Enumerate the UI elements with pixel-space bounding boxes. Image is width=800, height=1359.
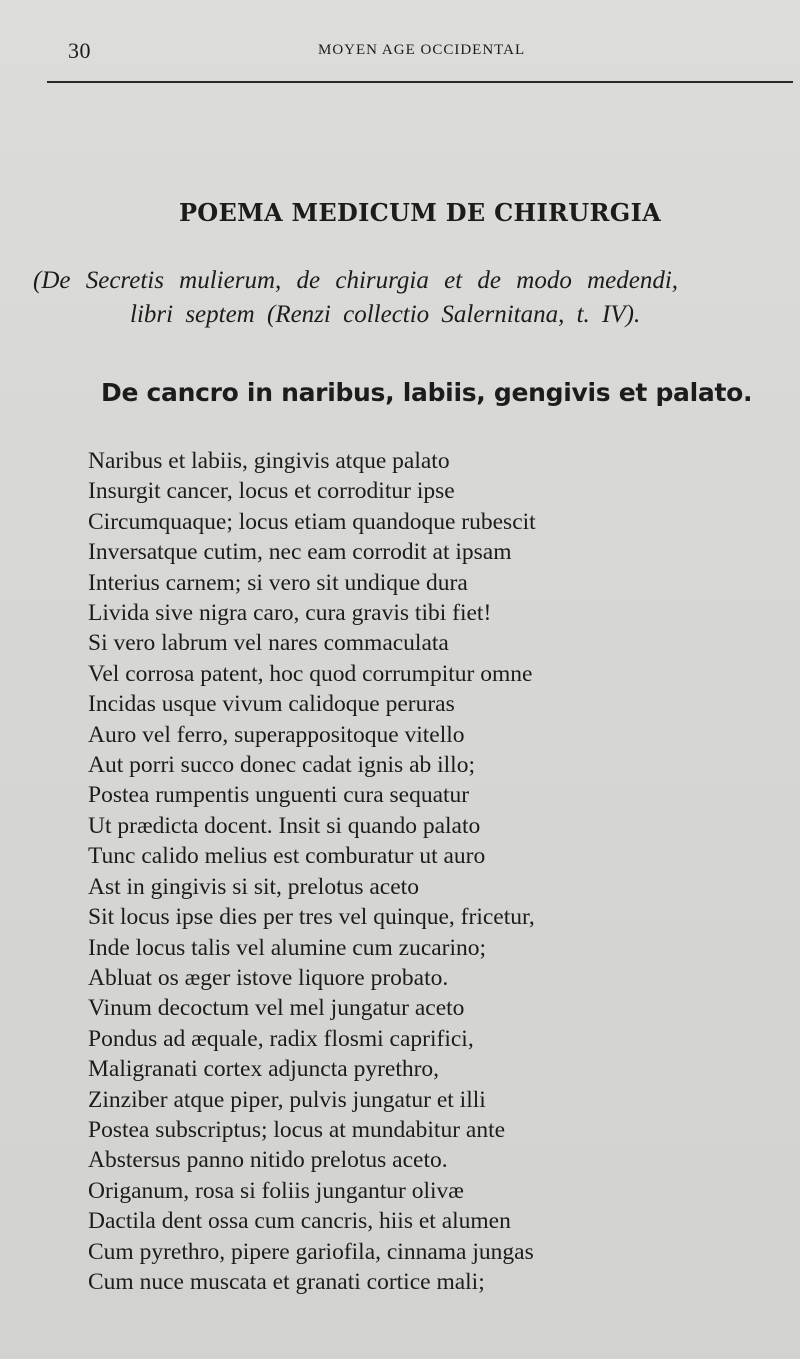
source-note-line-2: libri septem (Renzi collectio Salernitana, t. IV). <box>130 301 641 328</box>
poem-line: Inversatque cutim, nec eam corrodit at ipsam <box>88 539 512 566</box>
page-number: 30 <box>68 38 91 63</box>
poem-line: Ast in gingivis si sit, prelotus aceto <box>88 873 419 900</box>
poem-line: Aut porri succo donec cadat ignis ab illo; <box>88 752 475 779</box>
running-title: MOYEN AGE OCCIDENTAL <box>318 42 526 58</box>
poem-line: Interius carnem; si vero sit undique dura <box>88 569 468 596</box>
poem-line: Sit locus ipse dies per tres vel quinque, fricetur, <box>88 904 535 931</box>
poem-line: Auro vel ferro, superappositoque vitello <box>88 721 465 748</box>
source-note-line-1: (De Secretis mulierum, de chirurgia et de modo medendi, <box>33 267 679 294</box>
poem-line: Ut prædicta docent. Insit si quando palato <box>88 812 481 839</box>
poem-line: Maligranati cortex adjuncta pyrethro, <box>88 1056 440 1083</box>
poem-line: Postea rumpentis unguenti cura sequatur <box>88 782 470 809</box>
poem-line: Pondus ad æquale, radix flosmi caprifici, <box>88 1025 474 1052</box>
poem-line: Incidas usque vivum calidoque peruras <box>88 691 455 718</box>
section-title: POEMA MEDICUM DE CHIRURGIA <box>178 198 662 227</box>
poem-line: Origanum, rosa si foliis jungantur olivæ <box>88 1177 464 1204</box>
poem-line: Zinziber atque piper, pulvis jungatur et illi <box>88 1086 486 1113</box>
header-rule <box>47 81 793 83</box>
poem-line: Vinum decoctum vel mel jungatur aceto <box>88 995 465 1022</box>
poem-line: Vel corrosa patent, hoc quod corrumpitur omne <box>88 660 533 687</box>
poem-line: Livida sive nigra caro, cura gravis tibi fiet! <box>88 600 492 627</box>
poem-line: Insurgit cancer, locus et corroditur ipse <box>88 478 455 505</box>
poem-line: Circumquaque; locus etiam quandoque rubescit <box>88 508 536 535</box>
poem-line: Naribus et labiis, gingivis atque palato <box>88 448 450 474</box>
poem-text <box>88 446 788 1297</box>
poem-line: Inde locus talis vel alumine cum zucarino; <box>88 934 487 961</box>
poem-line: Postea subscriptus; locus at mundabitur ante <box>88 1116 506 1143</box>
poem-line: Dactila dent ossa cum cancris, hiis et alumen <box>88 1208 511 1235</box>
poem-line: Cum pyrethro, pipere gariofila, cinnama jungas <box>88 1238 534 1265</box>
source-note <box>33 264 793 332</box>
poem-line: Abluat os æger istove liquore probato. <box>88 964 449 991</box>
poem-line: Cum nuce muscata et granati cortice mali; <box>88 1268 485 1295</box>
poem-line: Si vero labrum vel nares commaculata <box>88 630 449 657</box>
running-head <box>0 38 800 66</box>
chapter-title: De cancro in naribus, labiis, gengivis et palato. <box>101 378 753 407</box>
poem-line: Abstersus panno nitido prelotus aceto. <box>88 1147 448 1174</box>
poem-line: Tunc calido melius est comburatur ut auro <box>88 843 486 870</box>
